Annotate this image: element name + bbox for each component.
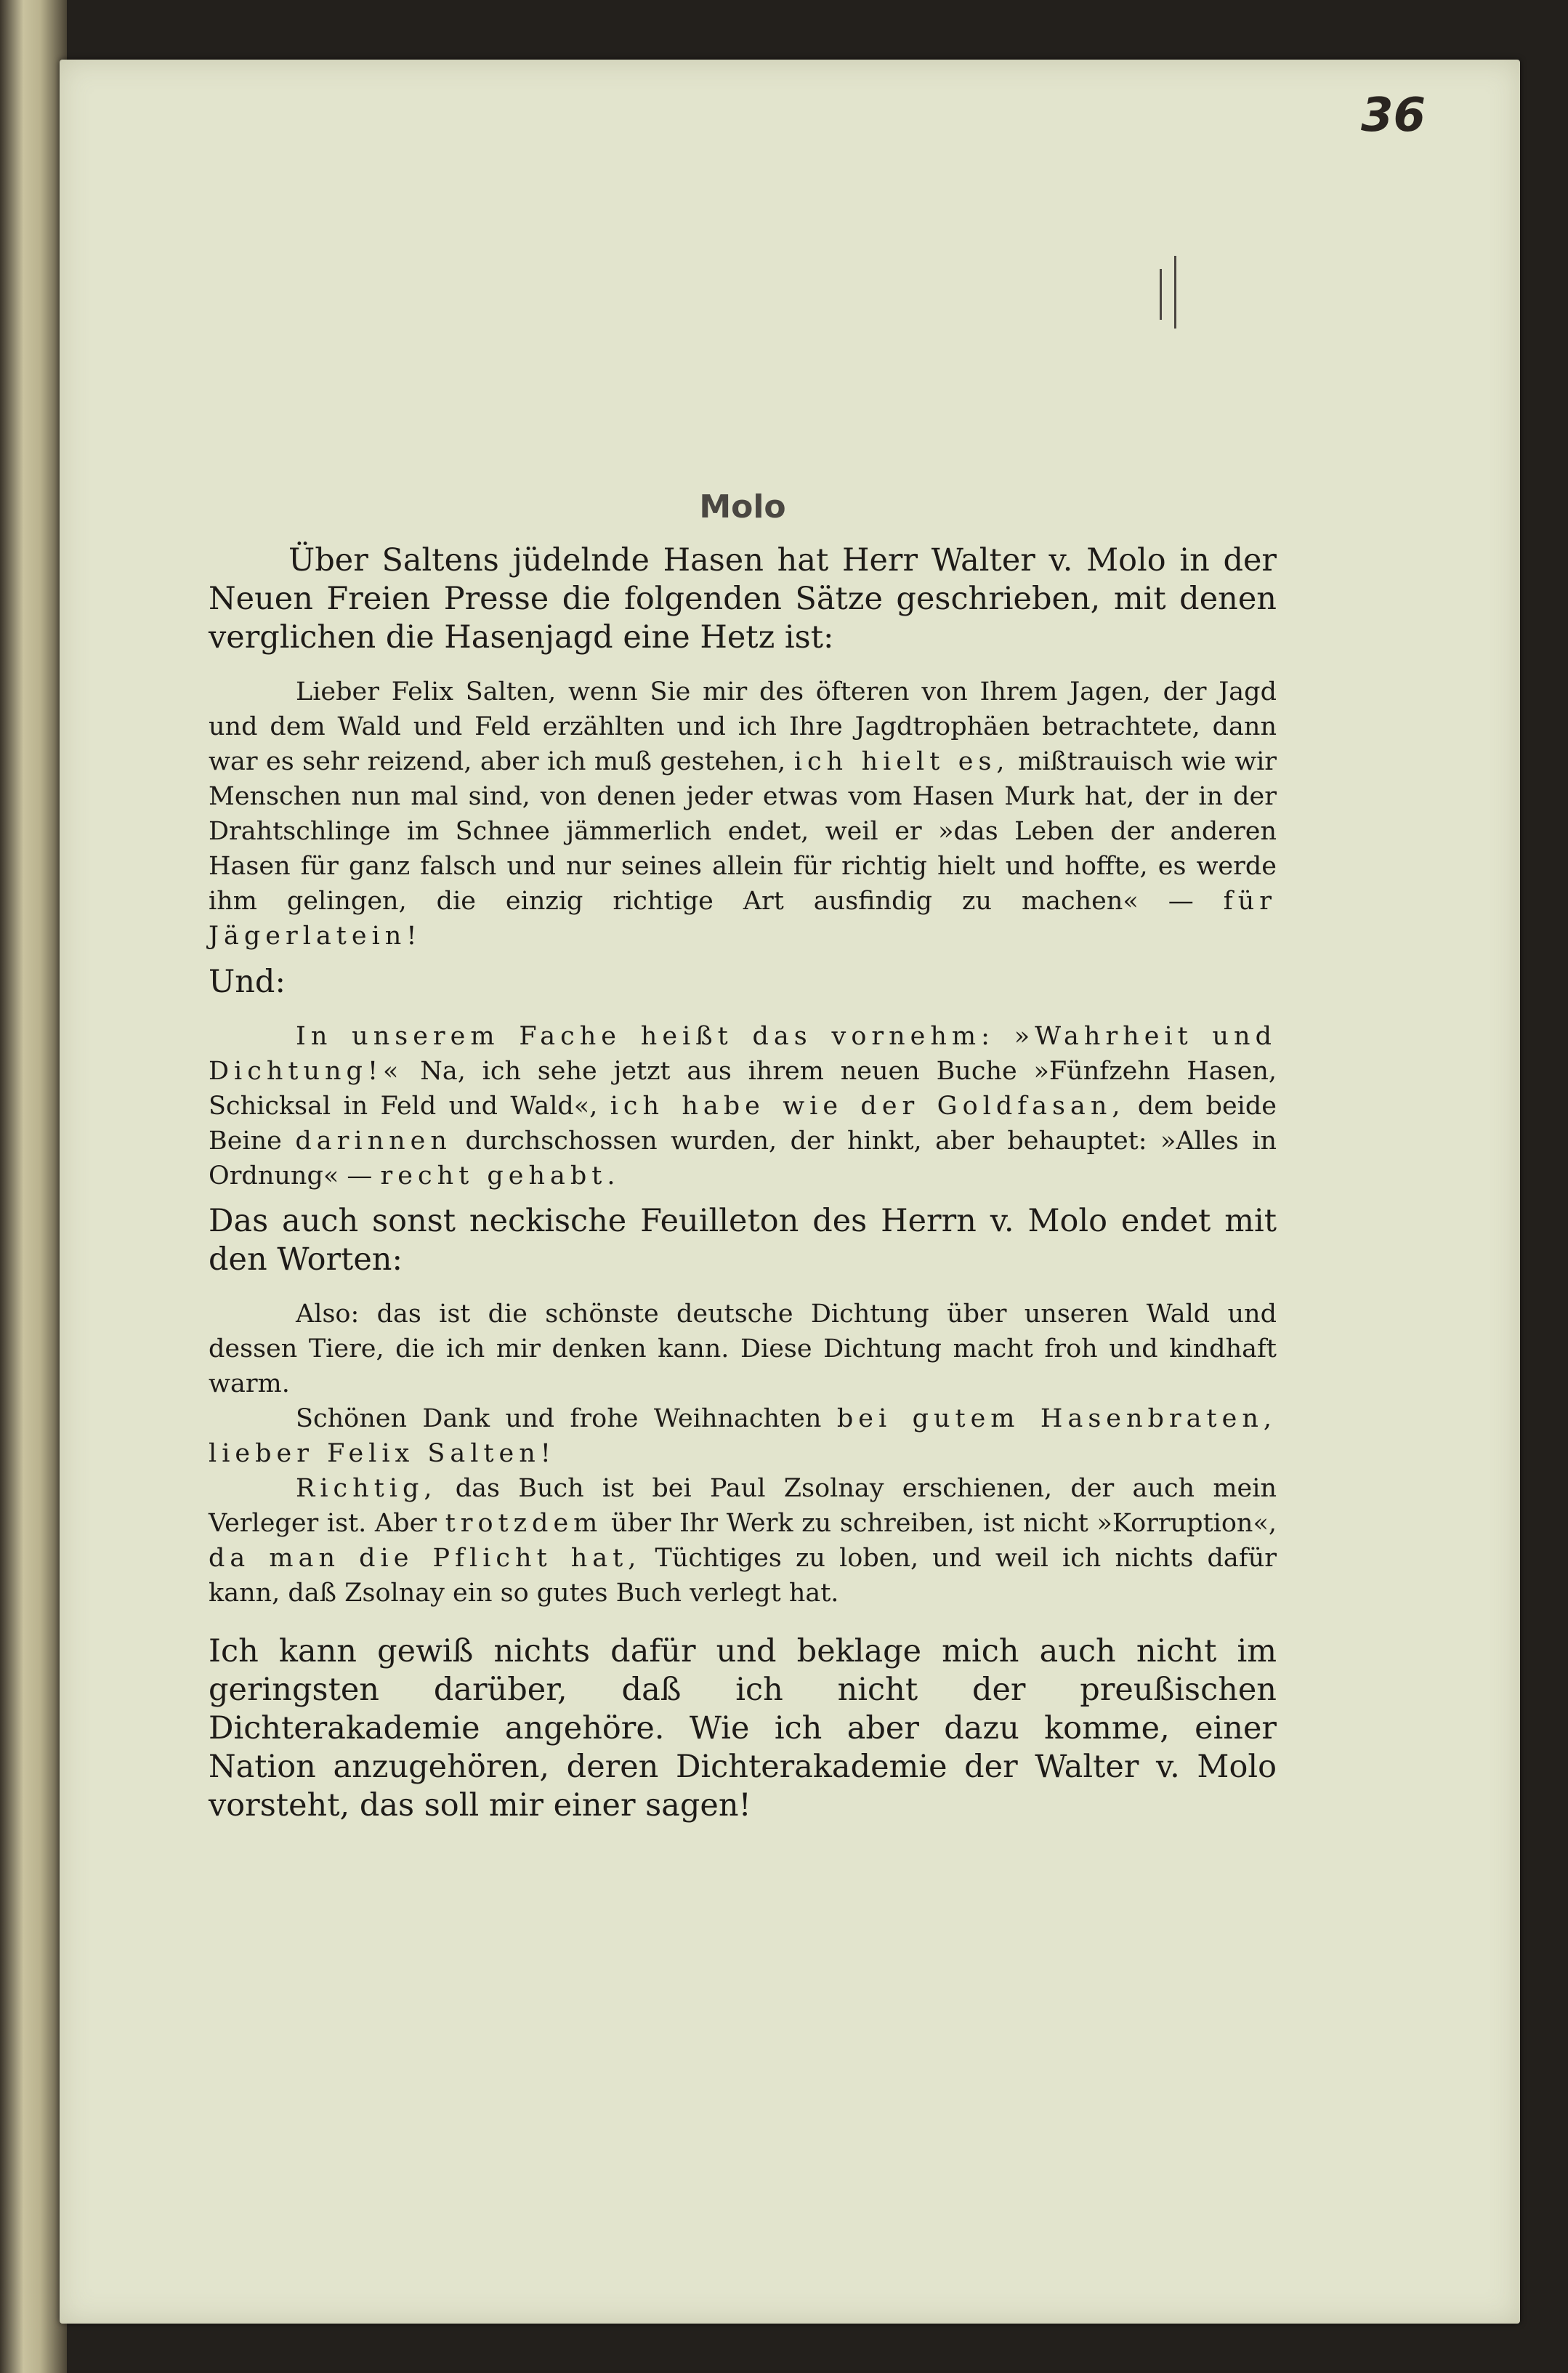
intro-paragraph: Über Saltens jüdelnde Hasen hat Herr Walter v. Molo in der Neuen Freien Presse die folgenden Sätze geschrieben, mit denen verglichen die Hasenjagd eine Hetz ist: [209,542,1277,656]
quote-3-paragraph-2 [209,1401,1277,1471]
quote-2-emphasis-b: ich habe wie der Goldfasan, [610,1092,1126,1121]
quote-1-text-b: mißtrauisch wie wir Menschen nun mal sind, von denen jeder etwas vom Hasen Murk hat, der in der Drahtschlinge im Schnee jämmerlich endet, weil er »das Leben der anderen Hasen für ganz falsch und nur seines allein für richtig hielt und hoffte, es werde ihm gelingen, die einzig richtige Art ausfindig zu machen« — [209,747,1277,916]
quote-3-emphasis-b: Richtig, [296,1474,437,1503]
quote-block-2 [209,1019,1277,1193]
book-binding [0,0,67,2373]
und-label: Und: [209,964,286,1000]
middle-paragraph: Das auch sonst neckische Feuilleton des Herrn v. Molo endet mit den Worten: [209,1203,1277,1278]
quote-3-emphasis-a: bei gutem Hasenbraten, lieber Felix Salten! [209,1404,1277,1468]
quote-2-emphasis-d: recht gehabt. [380,1161,621,1190]
quote-3-paragraph-1: Also: das ist die schönste deutsche Dichtung über unseren Wald und dessen Tiere, die ich mir denken kann. Diese Dichtung macht froh und kindhaft warm. [209,1300,1277,1398]
quote-1-emphasis-a: ich hielt es, [793,747,1010,776]
quote-3-text-b: das Buch ist bei Paul Zsolnay erschienen, der auch mein Verleger ist. Aber [209,1474,1277,1538]
closing-paragraph: Ich kann gewiß nichts dafür und beklage mich auch nicht im geringsten darüber, daß ich nicht der preußischen Dichterakademie angehöre. Wie ich aber dazu komme, einer Nation anzugehören, deren Dichterakademie der Walter v. Molo vorsteht, das soll mir einer sagen! [209,1633,1277,1824]
quote-2-paragraph [209,1019,1277,1193]
quote-1-paragraph [209,674,1277,954]
book-page [60,60,1520,2324]
page-number: 36 [1360,89,1426,142]
quote-block-1 [209,674,1277,954]
quote-1-emphasis-b: für Jägerlatein! [209,887,1277,951]
quote-3-text-a: Schönen Dank und frohe Weihnachten [296,1404,822,1433]
quote-3-emphasis-c: trotzdem [445,1509,603,1538]
quote-block-3 [209,1297,1277,1611]
pencil-mark [1155,256,1184,329]
quote-2-text-c: durchschossen wurden, der hinkt, aber behauptet: »Alles in Ordnung« — [209,1127,1277,1190]
quote-3-emphasis-d: da man die Pflicht hat, [209,1544,642,1573]
quote-2-emphasis-a: In unserem Fache heißt das vornehm: »Wahrheit und Dichtung!« [209,1022,1277,1086]
quote-3-text-c: über Ihr Werk zu schreiben, ist nicht »Korruption«, [611,1509,1277,1538]
quote-1-text-a: Lieber Felix Salten, wenn Sie mir des öfteren von Ihrem Jagen, der Jagd und dem Wald und Feld erzählten und ich Ihre Jagdtrophäen betrachtete, dann war es sehr reizend, aber ich muß gestehen, [209,677,1277,776]
quote-2-emphasis-c: darinnen [295,1127,452,1156]
article [209,488,1277,1825]
quote-2-text-a: Na, ich sehe jetzt aus ihrem neuen Buche »Fünfzehn Hasen, Schicksal in Feld und Wald«, [209,1057,1277,1121]
quote-2-text-b: dem beide Beine [209,1092,1277,1156]
quote-3-paragraph-3 [209,1471,1277,1611]
article-title: Molo [699,488,786,525]
quote-3-text-d: Tüchtiges zu loben, und weil ich nichts dafür kann, daß Zsolnay ein so gutes Buch verlegt hat. [209,1544,1277,1608]
